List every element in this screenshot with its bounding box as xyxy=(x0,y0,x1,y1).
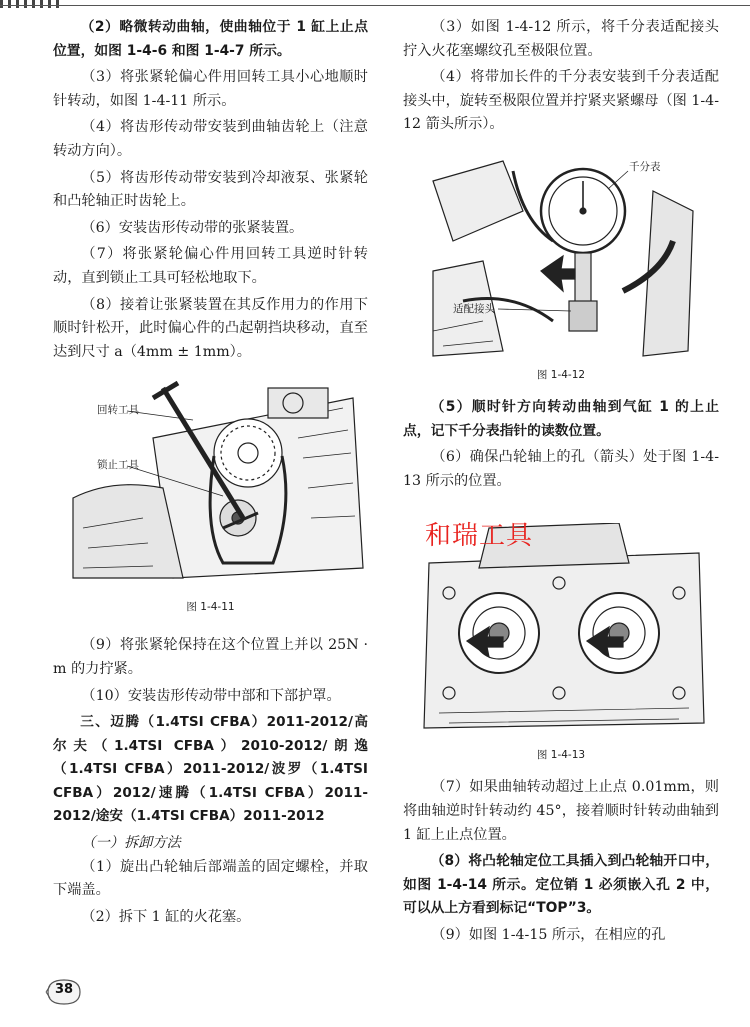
removal-step-1-paragraph: （1）旋出凸轮轴后部端盖的固定螺栓，并取下端盖。 xyxy=(53,858,368,899)
watermark-text: 和瑞工具 xyxy=(425,521,534,552)
step-9-paragraph: （9）将张紧轮保持在这个位置上并以 25N · m 的力拧紧。 xyxy=(53,637,368,677)
step-10-paragraph: （10）安装齿形传动带中部和下部护罩。 xyxy=(81,687,341,704)
step-r8-paragraph: （8）将凸轮轴定位工具插入到凸轮轴开口中，如图 1-4-14 所示。定位销 1 必须嵌入孔 2 中，可以从上方看到标记“TOP”3。 xyxy=(403,853,719,917)
step-7-paragraph: （7）将张紧轮偏心件用回转工具逆时针转动，直到锁止工具可轻松地取下。 xyxy=(53,246,368,286)
label-dial-gauge: 千分表 xyxy=(629,160,661,173)
figure-1-4-12-caption: 图 1-4-12 xyxy=(536,368,586,381)
step-r7-paragraph: （7）如果曲轴转动超过上止点 0.01mm，则将曲轴逆时针转动约 45°，接着顺时针转动曲轴到 1 缸上止点位置。 xyxy=(403,779,719,843)
step-r3-paragraph: （3）如图 1-4-12 所示，将千分表适配接头拧入火花塞螺纹孔至极限位置。 xyxy=(403,19,719,59)
step-r6-paragraph: （6）确保凸轮轴上的孔（箭头）处于图 1-4-13 所示的位置。 xyxy=(403,449,719,489)
figure-1-4-13 xyxy=(419,523,719,733)
camshaft-illustration xyxy=(419,523,709,733)
step-5-paragraph: （5）将齿形传动带安装到冷却液泵、张紧轮和凸轮轴正时齿轮上。 xyxy=(53,169,368,210)
left-column xyxy=(53,16,368,929)
dial-gauge-illustration xyxy=(423,151,698,361)
figure-1-4-11-caption: 图 1-4-11 xyxy=(186,601,235,614)
figure-1-4-11 xyxy=(53,378,368,583)
step-4-paragraph: （4）将齿形传动带安装到曲轴齿轮上（注意转动方向）。 xyxy=(53,119,368,159)
label-rotate-tool: 回转工具 xyxy=(97,404,139,417)
page-number-badge xyxy=(44,976,84,1008)
step-6-paragraph: （6）安装齿形传动带的张紧装置。 xyxy=(81,219,304,236)
step-2-paragraph: （2）略微转动曲轴，使曲轴位于 1 缸上止点位置，如图 1-4-6 和图 1-4-7 所示。 xyxy=(53,19,368,59)
page-number: 38 xyxy=(54,982,74,997)
step-r9-paragraph: （9）如图 1-4-15 所示，在相应的孔 xyxy=(431,926,666,943)
removal-step-2-paragraph: （2）拆下 1 缸的火花塞。 xyxy=(81,908,251,925)
header-decoration xyxy=(0,0,750,8)
section-3-heading: 三、迈腾（1.4TSI CFBA）2011-2012/高尔夫（1.4TSI CFBA）2010-2012/朗逸（1.4TSI CFBA）2011-2012/波罗（1.4TSI CFBA）2012/速腾（1.4TSI CFBA）2011-2012/途安（1.4TSI CFBA）2011-2012 xyxy=(53,714,368,825)
figure-1-4-13-caption: 图 1-4-13 xyxy=(536,749,586,762)
step-r5-paragraph: （5）顺时针方向转动曲轴到气缸 1 的上止点，记下千分表指针的读数位置。 xyxy=(403,398,719,439)
figure-1-4-12 xyxy=(423,151,719,361)
right-column xyxy=(403,16,719,948)
step-8-paragraph: （8）接着让张紧装置在其反作用力的作用下顺时针松开，此时偏心件的凸起朝挡块移动，直至达到尺寸 a（4mm ± 1mm）。 xyxy=(53,296,368,360)
label-lock-tool: 锁止工具 xyxy=(97,459,139,472)
step-r4-paragraph: （4）将带加长件的千分表安装到千分表适配接头中，旋转至极限位置并拧紧夹紧螺母（图 1-4-12 箭头所示）。 xyxy=(403,69,719,133)
label-adapter: 适配接头 xyxy=(453,302,495,315)
step-3-paragraph: （3）将张紧轮偏心件用回转工具小心地顺时针转动，如图 1-4-11 所示。 xyxy=(53,69,368,109)
removal-method-subheading: （一）拆卸方法 xyxy=(81,835,181,852)
